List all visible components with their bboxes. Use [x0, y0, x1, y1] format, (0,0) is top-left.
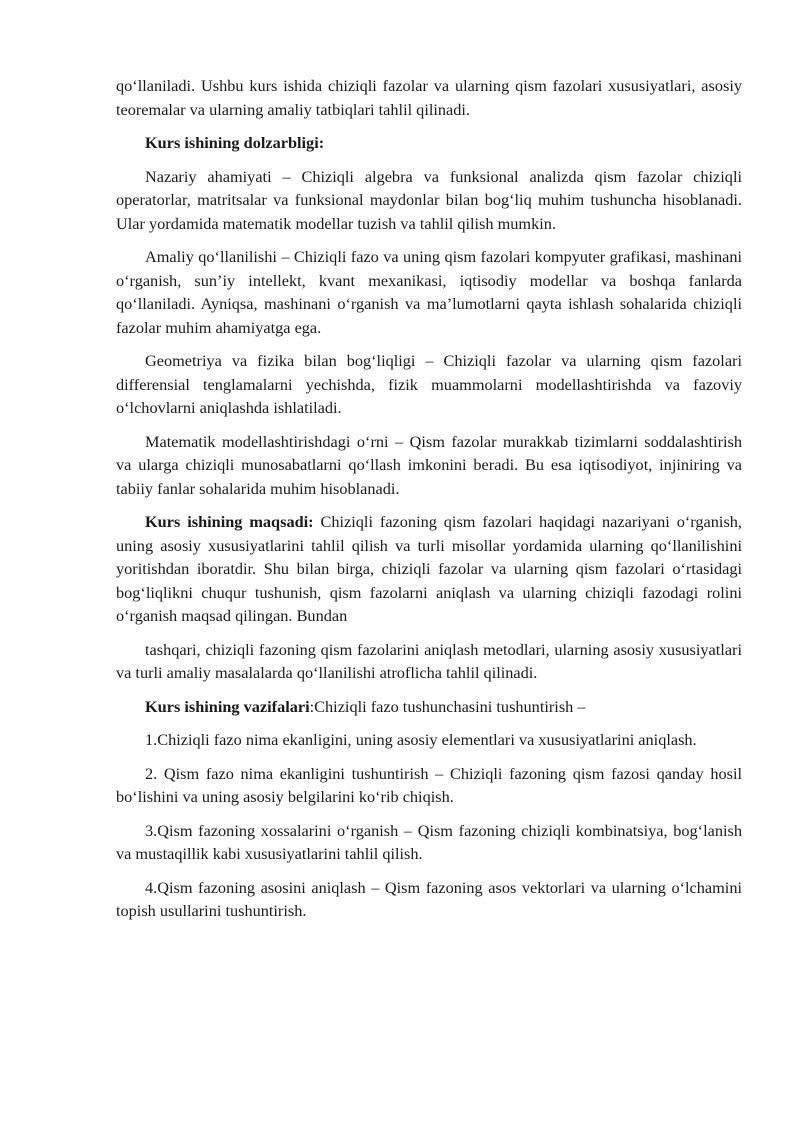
paragraph-goal: [116, 510, 742, 628]
tasks-text: :Chiziqli fazo tushunchasini tushuntirish –: [309, 696, 586, 716]
tasks-heading: Kurs ishining vazifalari: [145, 696, 310, 716]
document-page: [116, 74, 742, 933]
paragraph-theoretical-importance: Nazariy ahamiyati – Chiziqli algebra va funksional analizda qism fazolar chiziqli operatorlar, matritsalar va funksional maydonlar bilan bog‘liq muhim tushuncha hisoblanadi. Ular yordamida matematik modellar tuzish va tahlil qilish mumkin.: [116, 166, 742, 233]
paragraph-practical-application: Amaliy qo‘llanilishi – Chiziqli fazo va uning qism fazolari kompyuter grafikasi, mashinani o‘rganish, sun’iy intellekt, kvant mexanikasi, iqtisodiy modellar va boshqa fanlarda qo‘llaniladi. Ayniqsa, mashinani o‘rganish va ma’lumotlarni qayta ishlash sohalarida chiziqli fazolar muhim ahamiyatga ega.: [116, 247, 742, 337]
paragraph-goal-continued: tashqari, chiziqli fazoning qism fazolarini aniqlash metodlari, ularning asosiy xususiyatlari va turli amaliy masalalarda qo‘llanilishi atroflicha tahlil qilinadi.: [116, 639, 742, 682]
task-item-4: 4.Qism fazoning asosini aniqlash – Qism fazoning asos vektorlari va ularning o‘lchamini topish usullarini tushuntirish.: [116, 877, 742, 920]
goal-heading: Kurs ishining maqsadi:: [145, 512, 314, 531]
task-item-1: 1.Chiziqli fazo nima ekanligini, uning asosiy elementlari va xususiyatlarini aniqlash.: [145, 730, 697, 749]
task-item-2: 2. Qism fazo nima ekanligini tushuntirish – Chiziqli fazoning qism fazosi qanday hosil bo‘lishini va uning asosiy belgilarini ko‘rib chiqish.: [116, 763, 742, 806]
goal-text: Chiziqli fazoning qism fazolari haqidagi nazariyani o‘rganish, uning asosiy xususiyatlarini tahlil qilish va turli misollar yordamida ularning qo‘llanilishini yoritishdan iboratdir. Shu bilan birga, chiziqli fazolar va ularning qism fazolari o‘rtasidagi bog‘liqlikni chuqur tushunish, qism fazolarni aniqlash va ularning chiziqli fazodagi rolini o‘rganish maqsad qilingan. Bundan: [116, 512, 742, 625]
heading-relevance: [116, 131, 742, 155]
paragraph-continuation: qo‘llaniladi. Ushbu kurs ishida chiziqli fazolar va ularning qism fazolari xususiyatlari, asosiy teoremalar va ularning amaliy tatbiqlari tahlil qilinadi.: [116, 76, 742, 119]
heading-relevance-text: Kurs ishining dolzarbligi:: [145, 133, 325, 152]
paragraph-tasks: [116, 695, 742, 719]
paragraph-modelling-role: Matematik modellashtirishdagi o‘rni – Qism fazolar murakkab tizimlarni soddalashtirish va ularga chiziqli munosabatlarni qo‘llash imkonini beradi. Bu esa iqtisodiyot, injiniring va tabiiy fanlar sohalarida muhim hisoblanadi.: [116, 431, 742, 498]
paragraph-geometry-physics: Geometriya va fizika bilan bog‘liqligi – Chiziqli fazolar va ularning qism fazolari differensial tenglamalarni yechishda, fizik muammolarni modellashtirishda va fazoviy o‘lchovlarni aniqlashda ishlatiladi.: [116, 351, 742, 417]
task-item-3: 3.Qism fazoning xossalarini o‘rganish – Qism fazoning chiziqli kombinatsiya, bog‘lanish va mustaqillik kabi xususiyatlarini tahlil qilish.: [116, 820, 742, 863]
